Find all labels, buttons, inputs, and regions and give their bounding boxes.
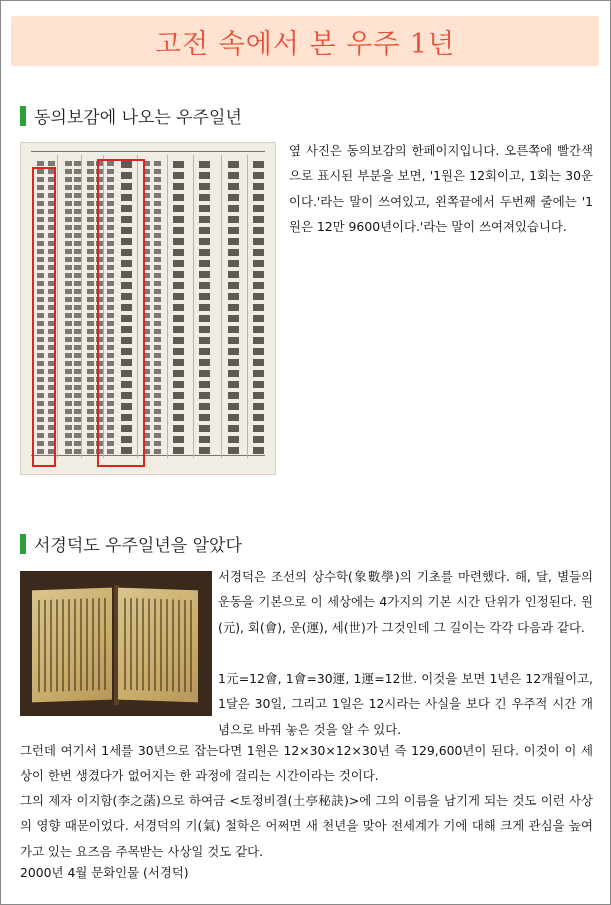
source-citation: 2000년 4월 문화인물 (서경덕) xyxy=(20,865,189,880)
section2-header xyxy=(20,531,242,556)
highlight-box-right xyxy=(97,159,145,467)
page-title: 고전 속에서 본 우주 1년 xyxy=(154,28,456,60)
section2-paragraph-4: 그의 제자 이지함(李之菡)으로 하여금 <토정비결(土亭秘訣)>에 그의 이름을 남기게 되는 것도 이런 사상의 영향 때문이었다. 서경덕의 기(氣) 철학은 어쩌면 새 천년을 맞아 전세계가 기에 대해 크게 관심을 높여가고 있는 요즈음 주목받는 사상일 것도 같다. xyxy=(20,793,593,859)
page-banner xyxy=(11,16,599,66)
section2-title: 서경덕도 우주일년을 알았다 xyxy=(34,536,242,556)
section1-title: 동의보감에 나오는 우주일년 xyxy=(34,108,242,128)
section2-paragraph-2: 1元=12會, 1會=30運, 1運=12世. 이것을 보면 1년은 12개월이고, 1달은 30일, 그리고 1일은 12시라는 사실을 보다 긴 우주적 시간 개념으로 바꿔 놓은 것을 알 수 있다. xyxy=(218,671,593,737)
section1-paragraph: 옆 사진은 동의보감의 한페이지입니다. 오른쪽에 빨간색으로 표시된 부분을 보면, '1원은 12회이고, 1회는 30운이다.'라는 말이 쓰여있고, 왼쪽끝에서 두번째 줄에는 '1원은 12만 9600년이다.'라는 말이 쓰여져있습니다. xyxy=(289,143,593,235)
section2-paragraph-3: 그런데 여기서 1세를 30년으로 잡는다면 1원은 12×30×12×30년 즉 129,600년이 된다. 이것이 이 세상이 한번 생겼다가 없어지는 한 과정에 걸리는 시간이라는 것이다. xyxy=(20,743,593,784)
dongui-bogam-page-image xyxy=(20,142,276,475)
section-marker-icon xyxy=(20,106,26,126)
old-book-photo xyxy=(20,571,212,716)
section1-header xyxy=(20,103,242,128)
highlight-box-left xyxy=(32,167,56,467)
section-marker-icon xyxy=(20,534,26,554)
section2-paragraph-1: 서경덕은 조선의 상수학(象數學)의 기초를 마련했다. 해, 달, 별들의 운동을 기본으로 이 세상에는 4가지의 기본 시간 단위가 인정된다. 원(元), 회(會), 운(運), 세(世)가 그것인데 그 길이는 각각 다음과 같다. xyxy=(218,569,593,635)
